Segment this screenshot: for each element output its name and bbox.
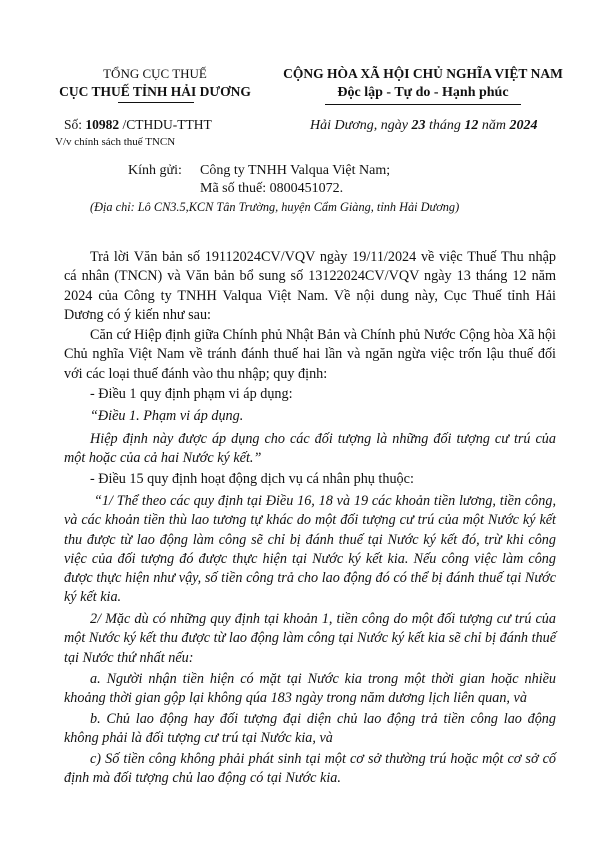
- agency-parent: TỔNG CỤC THUẾ: [103, 66, 207, 81]
- document-number: Số: 10982 /CTHDU-TTHT: [64, 117, 212, 132]
- paragraph-reply: Trả lời Văn bản số 19112024CV/VQV ngày 19/11/2024 về việc Thuế Thu nhập cá nhân (TNCN) và Văn bản bổ sung số 13122024CV/VQV ngày 13 tháng 12 năm 2024 của Công ty TNHH Valqua Việt Nam. Về nội dung này, Cục Thuế tỉnh Hải Dương có ý kiến như sau:: [64, 249, 556, 323]
- recipient-label: Kính gửi:: [128, 163, 182, 178]
- paragraph-article15-clause2: 2/ Mặc dù có những quy định tại khoản 1, tiền công do một đối tượng cư trú của một Nước ký kết thu được từ lao động làm công tại Nước ký kết kia sẽ chỉ bị đánh thuế tại Nước thứ nhất nếu:: [64, 611, 556, 666]
- nation-motto: Độc lập - Tự do - Hạnh phúc: [337, 85, 509, 100]
- paragraph-article15-point-b: b. Chủ lao động hay đối tượng đại diện chủ lao động trả tiền công lao động không phải là đối tượng cư trú tại Nước kia, và: [64, 711, 556, 747]
- recipient-tax-code: Mã số thuế: 0800451072.: [200, 181, 344, 196]
- agency-name: CỤC THUẾ TỈNH HẢI DƯƠNG: [59, 84, 251, 99]
- date-line: Hải Dương, ngày 23 tháng 12 năm 2024: [310, 118, 538, 133]
- recipient-name: Công ty TNHH Valqua Việt Nam;: [200, 163, 391, 178]
- paragraph-article1-text: Hiệp định này được áp dụng cho các đối tượng là những đối tượng cư trú của một hoặc của cả hai Nước ký kết.”: [64, 431, 556, 467]
- header-right-rule: [325, 104, 521, 105]
- nation-title: CỘNG HÒA XÃ HỘI CHỦ NGHĨA VIỆT NAM: [283, 66, 563, 81]
- paragraph-article15-point-c: c) Số tiền công không phải phát sinh tại một cơ sở thường trú hoặc một cơ sở cố định mà đối tượng chủ lao động có tại Nước kia.: [64, 751, 556, 787]
- paragraph-article15-clause1: “1/ Thể theo các quy định tại Điều 16, 18 và 19 các khoản tiền lương, tiền công, và các khoản tiền thù lao tương tự khác do một đối tượng cư trú của một Nước ký kết thu được từ lao động làm công sẽ chỉ bị đánh thuế tại Nước ký kết đó, trừ khi công việc của đối tượng đó được thực hiện tại Nước ký kết kia. Nếu công việc làm công được thực hiện như vậy, số tiền công trả cho lao động đó có thể bị đánh thuế tại Nước ký kết kia.: [64, 493, 556, 606]
- paragraph-article15-point-a: a. Người nhận tiền hiện có mặt tại Nước kia trong một thời gian hoặc nhiều khoảng thời gian gộp lại không qúa 183 ngày trong năm dương lịch liên quan, và: [64, 671, 556, 707]
- header-left-rule: [118, 102, 194, 103]
- paragraph-article1-title: “Điều 1. Phạm vi áp dụng.: [90, 408, 244, 424]
- document-subject: V/v chính sách thuế TNCN: [55, 136, 176, 148]
- recipient-address: (Địa chỉ: Lô CN3.5,KCN Tân Trường, huyện Cẩm Giàng, tỉnh Hải Dương): [90, 200, 460, 214]
- paragraph-article1-intro: - Điều 1 quy định phạm vi áp dụng:: [90, 386, 293, 402]
- paragraph-article15-intro: - Điều 15 quy định hoạt động dịch vụ cá nhân phụ thuộc:: [90, 471, 414, 487]
- paragraph-basis: Căn cứ Hiệp định giữa Chính phủ Nhật Bản và Chính phủ Nước Cộng hòa Xã hội Chủ nghĩa Việt Nam về tránh đánh thuế hai lần và ngăn ngừa việc trốn lậu thuế đối với các loại thuế đánh vào thu nhập; quy định:: [64, 327, 556, 382]
